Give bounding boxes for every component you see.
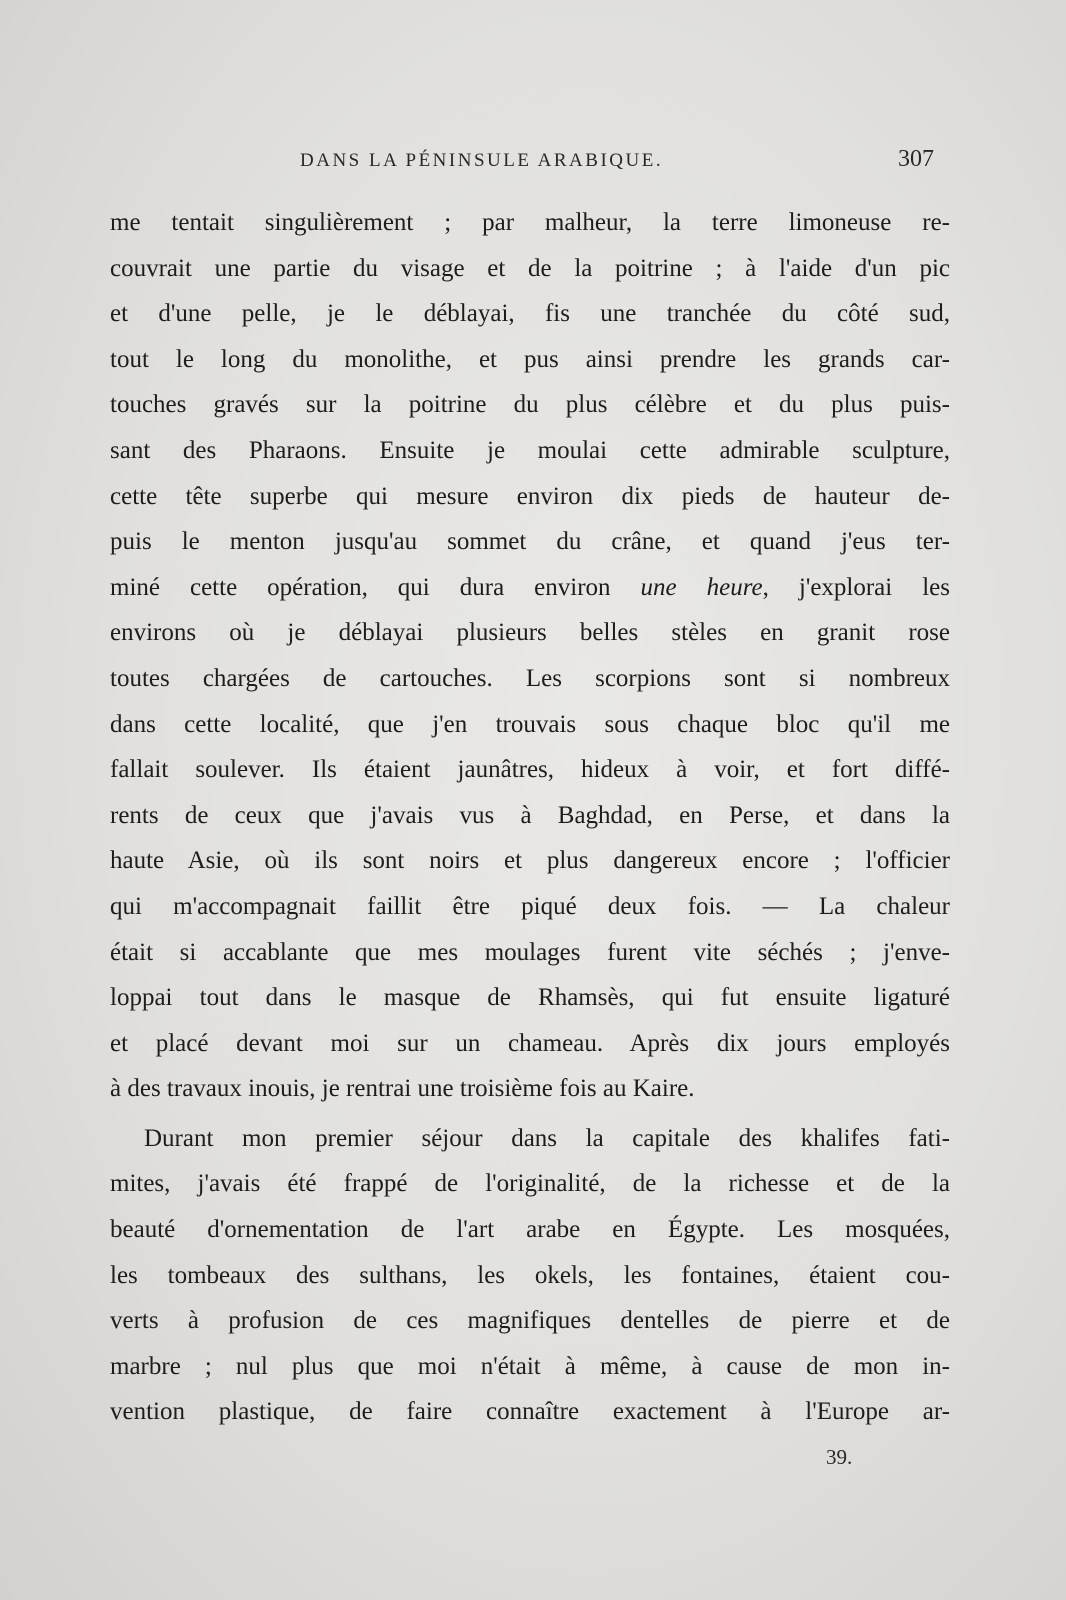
text-line: toutes chargées de cartouches. Les scorpions sont si nombreux [110, 664, 950, 692]
text-line: les tombeaux des sulthans, les okels, les fontaines, étaient cou- [110, 1261, 950, 1289]
text-line: qui m'accompagnait faillit être piqué deux fois. — La chaleur [110, 892, 950, 920]
text-line: vention plastique, de faire connaître exactement à l'Europe ar- [110, 1398, 950, 1426]
signature-mark: 39. [826, 1445, 853, 1469]
text-line: et placé devant moi sur un chameau. Après dix jours employés [110, 1029, 950, 1057]
text-line: sant des Pharaons. Ensuite je moulai cette admirable sculpture, [110, 436, 950, 464]
body-text [110, 200, 950, 1435]
text-line: à des travaux inouis, je rentrai une troisième fois au Kaire. [110, 1075, 695, 1103]
text-line: rents de ceux que j'avais vus à Baghdad, en Perse, et dans la [110, 801, 950, 829]
text-line: beauté d'ornementation de l'art arabe en Égypte. Les mosquées, [110, 1216, 950, 1244]
page-number: 307 [898, 146, 934, 172]
italic-phrase: une heure [640, 573, 763, 601]
text-line: marbre ; nul plus que moi n'était à même, à cause de mon in- [110, 1352, 950, 1380]
running-title: DANS LA PÉNINSULE ARABIQUE. [300, 150, 664, 171]
text-line: verts à profusion de ces magnifiques dentelles de pierre et de [110, 1307, 950, 1335]
text-line: était si accablante que mes moulages furent vite séchés ; j'enve- [110, 938, 950, 966]
text-line: et d'une pelle, je le déblayai, fis une tranchée du côté sud, [110, 300, 950, 328]
text-line: cette tête superbe qui mesure environ dix pieds de hauteur de- [110, 482, 950, 510]
text-line: loppai tout dans le masque de Rhamsès, qui fut ensuite ligaturé [110, 984, 950, 1012]
text-line: touches gravés sur la poitrine du plus célèbre et du plus puis- [110, 391, 950, 419]
text-line: miné cette opération, qui dura environ une heure, j'explorai les [110, 573, 950, 601]
text-line: environs où je déblayai plusieurs belles stèles en granit rose [110, 619, 950, 647]
text-line: fallait soulever. Ils étaient jaunâtres, hideux à voir, et fort diffé- [110, 756, 950, 784]
text-line: me tentait singulièrement ; par malheur, la terre limoneuse re- [110, 209, 950, 236]
text-line: haute Asie, où ils sont noirs et plus dangereux encore ; l'officier [110, 847, 950, 875]
text-line: Durant mon premier séjour dans la capitale des khalifes fati- [144, 1124, 950, 1152]
text-line: tout le long du monolithe, et pus ainsi prendre les grands car- [110, 345, 950, 373]
text-line: mites, j'avais été frappé de l'originalité, de la richesse et de la [110, 1170, 950, 1198]
text-line: couvrait une partie du visage et de la poitrine ; à l'aide d'un pic [110, 254, 950, 282]
text-line: dans cette localité, que j'en trouvais sous chaque bloc qu'il me [110, 710, 950, 738]
text-line: puis le menton jusqu'au sommet du crâne, et quand j'eus ter- [110, 528, 950, 556]
